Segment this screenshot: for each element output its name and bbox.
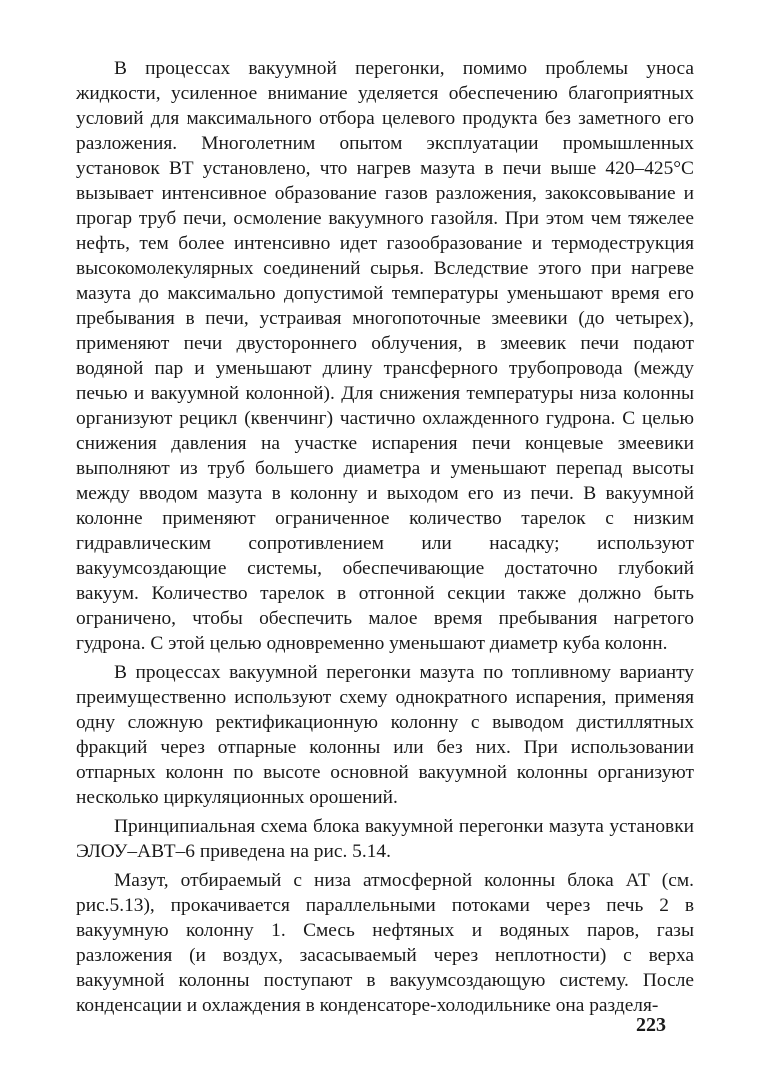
page-body	[76, 56, 694, 1022]
paragraph-vacuum-distillation-conditions: В процессах вакуумной перегонки, помимо проблемы уноса жидкости, усиленное внимание уделяется обеспечению благоприятных условий для максимального отбора целевого продукта без заметного его разложения. Многолетним опытом эксплуатации промышленных установок ВТ установлено, что нагрев мазута в печи выше 420–425°С вызывает интенсивное образование газов разложения, закоксовывание и прогар труб печи, осмоление вакуумного газойля. При этом чем тяжелее нефть, тем более интенсивно идет газообразование и термодеструкция высокомолекулярных соединений сырья. Вследствие этого при нагреве мазута до максимально допустимой температуры уменьшают время его пребывания в печи, устраивая многопоточные змеевики (до четырех), применяют печи двустороннего облучения, в змеевик печи подают водяной пар и уменьшают длину трансферного трубопровода (между печью и вакуумной колонной). Для снижения температуры низа колонны организуют рецикл (квенчинг) частично охлажденного гудрона. С целью снижения давления на участке испарения печи концевые змеевики выполняют из труб большего диаметра и уменьшают перепад высоты между вводом мазута в колонну и выходом его из печи. В вакуумной колонне применяют ограниченное количество тарелок с низким гидравлическим сопротивлением или насадку; используют вакуумсоздающие системы, обеспечивающие достаточно глубокий вакуум. Количество тарелок в отгонной секции также должно быть ограничено, чтобы обеспечить малое время пребывания нагретого гудрона. С этой целью одновременно уменьшают диаметр куба колонн.	[76, 58, 694, 654]
page-number: 223	[636, 1014, 666, 1036]
paragraph-figure-reference: Принципиальная схема блока вакуумной перегонки мазута установки ЭЛОУ–АВТ–6 приведена на рис. 5.14.	[76, 816, 694, 862]
paragraph-fuel-variant-scheme: В процессах вакуумной перегонки мазута по топливному варианту преимущественно используют схему однократного испарения, применяя одну сложную ректификационную колонну с выводом дистиллятных фракций через отпарные колонны или без них. При использовании отпарных колонн по высоте основной вакуумной колонны организуют несколько циркуляционных орошений.	[76, 662, 694, 808]
paragraph-mazut-flow: Мазут, отбираемый с низа атмосферной колонны блока АТ (см. рис.5.13), прокачивается параллельными потоками через печь 2 в вакуумную колонну 1. Смесь нефтяных и водяных паров, газы разложения (и воздух, засасываемый через неплотности) с верха вакуумной колонны поступают в вакуумсоздающую систему. После конденсации и охлаждения в конденсаторе-холодильнике она разделя-	[76, 870, 694, 1016]
